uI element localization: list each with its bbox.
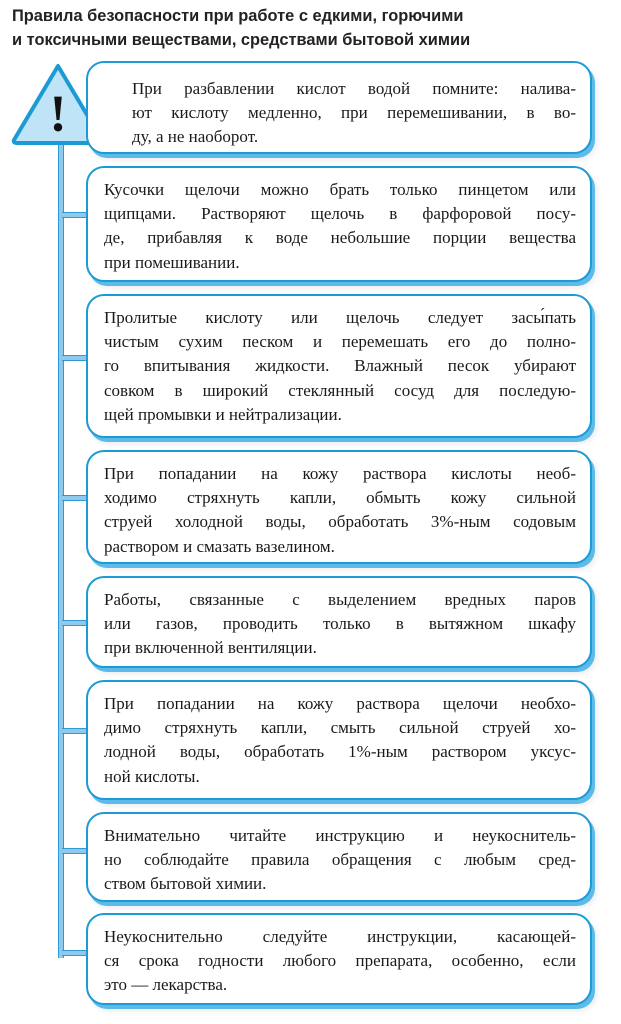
rule-line: ходимо стряхнуть капли, обмыть кожу сильной xyxy=(104,488,576,508)
connector-spine xyxy=(58,128,64,958)
rule-card xyxy=(86,450,592,564)
rule-line: При разбавлении кислот водой помните: налива- xyxy=(132,79,576,98)
rule-card xyxy=(86,294,592,438)
rule-card xyxy=(86,576,592,668)
rule-line: ся срока годности любого препарата, особенно, если xyxy=(104,951,576,971)
rule-line: лодной воды, обработать 1%-ным раствором уксус- xyxy=(104,742,576,762)
rule-line: При попадании на кожу раствора щелочи необхо- xyxy=(104,694,576,713)
connector-tick xyxy=(62,728,88,734)
rule-line: но соблюдайте правила обращения с любым сред- xyxy=(104,850,576,870)
rule-line: Внимательно читайте инструкцию и неукоснитель- xyxy=(104,826,576,845)
rule-line: димо стряхнуть капли, смыть сильной струей хо- xyxy=(104,718,576,738)
rule-line: струей холодной воды, обработать 3%-ным содовым xyxy=(104,512,576,532)
rule-line: Неукоснительно следуйте инструкции, касающей- xyxy=(104,927,576,946)
connector-tick xyxy=(62,848,88,854)
rule-card xyxy=(86,61,592,154)
rule-line: ством бытовой химии. xyxy=(104,874,267,894)
rule-line: Кусочки щелочи можно брать только пинцетом или xyxy=(104,180,576,199)
connector-tick xyxy=(62,212,88,218)
rule-line: ду, а не наоборот. xyxy=(132,127,259,147)
rule-line: это — лекарства. xyxy=(104,975,228,995)
rule-line: Работы, связанные с выделением вредных паров xyxy=(104,590,576,609)
rule-card xyxy=(86,812,592,902)
rule-line: де, прибавляя к воде небольшие порции вещества xyxy=(104,228,576,248)
rule-line: ной кислоты. xyxy=(104,766,200,786)
rule-line: щипцами. Растворяют щелочь в фарфоровой посу- xyxy=(104,204,576,224)
page-title xyxy=(12,4,612,52)
rule-line: чистым сухим песком и перемешать его до полно- xyxy=(104,332,576,352)
rule-line: при помешивании. xyxy=(104,252,240,272)
connector-tick xyxy=(62,355,88,361)
rule-line: раствором и смазать вазелином. xyxy=(104,536,335,556)
rule-line: или газов, проводить только в вытяжном шкафу xyxy=(104,614,576,634)
rule-line: го впитывания жидкости. Влажный песок убирают xyxy=(104,356,576,376)
title-line-1: Правила безопасности при работе с едкими, горючими xyxy=(12,7,464,25)
rule-line: щей промывки и нейтрализации. xyxy=(104,404,342,424)
rule-line: при включенной вентиляции. xyxy=(104,638,317,658)
rule-line: ют кислоту медленно, при перемешивании, в во- xyxy=(132,103,576,123)
rule-card xyxy=(86,913,592,1005)
rule-line: При попадании на кожу раствора кислоты необ- xyxy=(104,464,576,483)
title-line-2: и токсичными веществами, средствами бытовой химии xyxy=(12,31,471,49)
rule-card xyxy=(86,166,592,282)
rule-line: Пролитые кислоту или щелочь следует засы́пать xyxy=(104,308,576,327)
warning-exclamation: ! xyxy=(49,86,67,143)
rule-line: совком в широкий стеклянный сосуд для последую- xyxy=(104,380,576,400)
connector-tick xyxy=(62,620,88,626)
connector-tick xyxy=(62,950,88,956)
rule-card xyxy=(86,680,592,800)
connector-tick xyxy=(62,495,88,501)
